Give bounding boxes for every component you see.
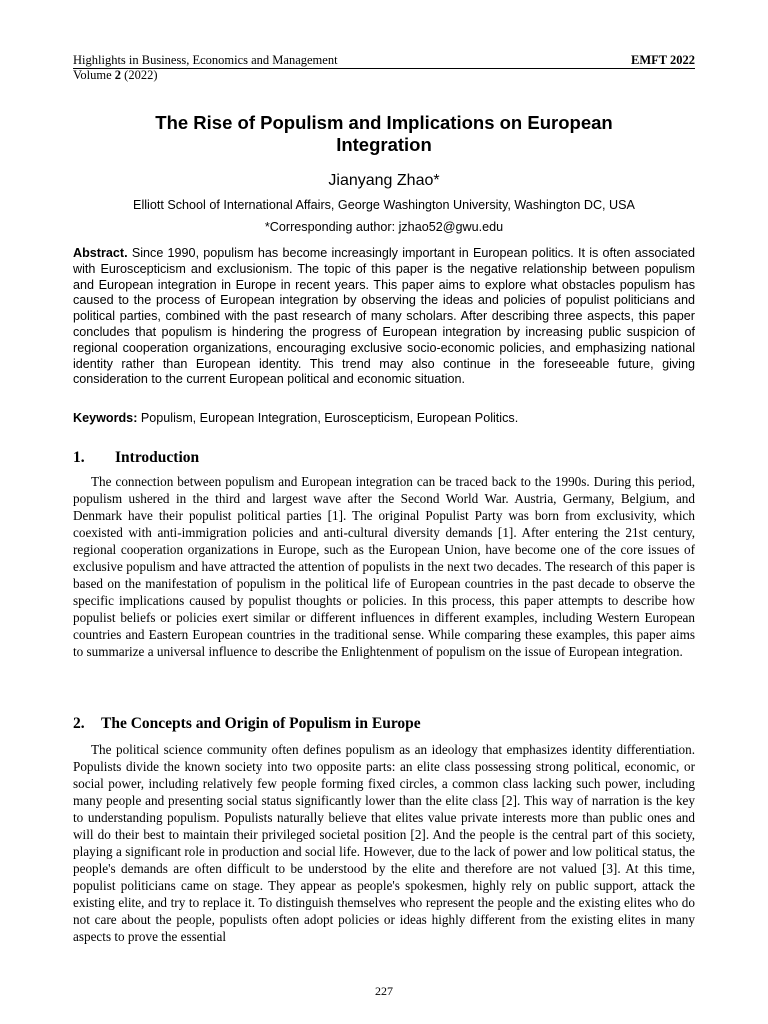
section-number: 1. <box>73 449 85 466</box>
corresponding-author: *Corresponding author: jzhao52@gwu.edu <box>264 220 504 234</box>
keywords-label: Keywords: <box>73 411 138 425</box>
page-number: 227 <box>375 984 393 998</box>
title-line-2: Integration <box>336 134 432 155</box>
section-heading-introduction <box>73 449 695 467</box>
keywords <box>73 410 695 426</box>
keywords-text: Populism, European Integration, Euroscepticism, European Politics. <box>137 411 519 425</box>
volume-line <box>73 68 158 83</box>
journal-name: Highlights in Business, Economics and Management <box>73 53 338 67</box>
volume-number: 2 <box>114 68 122 82</box>
section-paragraph-introduction: The connection between populism and European integration can be traced back to the 1990s. During this period, populism ushered in the third and largest wave after the Second World War. Austria, Germany, Belgium, and Denmark have their populist political parties [1]. The original Populist Party was born from exclusivity, which coexisted with anti-immigration policies and anti-cultural diversity demands [1]. After entering the 21st century, regional cooperation organizations in Europe, such as the European Union, have become one of the core issues of exclusive populism and have attracted the attention of populists in the next two decades. The research of this paper is based on the manifestation of populism in the political life of European countries in the past decade to observe the specific implications caused by populist thoughts or policies. In this process, this paper attempts to describe how populist beliefs or policies exert similar or different influences in different examples, including Western European countries and Eastern European countries in the traditional sense. While comparing these examples, this paper aims to summarize a universal influence to describe the Enlightenment of populism on the issue of European integration. <box>73 474 695 659</box>
abstract-label: Abstract. <box>73 246 128 260</box>
section-title: Introduction <box>115 449 200 466</box>
volume-year: (2022) <box>121 68 158 82</box>
section-title: The Concepts and Origin of Populism in Europe <box>101 715 421 732</box>
volume-prefix: Volume <box>73 68 115 82</box>
section-paragraph-concepts: The political science community often defines populism as an ideology that emphasizes identity differentiation. Populists divide the known society into two opposite parts: an elite class possessing strong political, economic, or social power, including relatively few people forming fixed circles, a common class lacking such power, including many people and presenting social status significantly lower than the elite class [2]. This way of narration is the key to understanding populism. Populists naturally believe that elites value private interests more than public ones and will do their best to maintain their privileged societal position [2]. And the people is the central part of this society, playing a significant role in production and social life. However, due to the lack of power and low political status, the people's demands are often difficult to be understood by the elite and therefore are not valued [3]. At this time, populist politicians came on stage. They appear as people's spokesmen, highly rely on public support, attack the existing elite, and try to replace it. To distinguish themselves who represent the people and the existing elites who do not care about the people, populists often adopt policies or ideas highly different from the existing elites in many aspects to prove the essential <box>73 742 695 944</box>
affiliation: Elliott School of International Affairs, George Washington University, Washington DC, USA <box>133 198 635 212</box>
abstract-text: Since 1990, populism has become increasingly important in European politics. It is often associated with Euroscepticism and exclusionism. The topic of this paper is the negative relationship between populism and European integration in Europe in recent years. This paper aims to explore what obstacles populism has caused to the process of European integration by observing the ideas and policies of populist politicians and political parties, combined with the past research of many scholars. After describing three aspects, this paper concludes that populism is hindering the progress of European integration by increasing public suspicion of regional cooperation organizations, encouraging exclusive socio-economic policies, and emphasizing national identity rather than European identity. This trend may also continue in the foreseeable future, giving consideration to the current European political and economic situation. <box>73 246 695 387</box>
conference-name: EMFT 2022 <box>630 53 695 67</box>
abstract <box>73 246 695 388</box>
title-line-1: The Rise of Populism and Implications on European <box>155 112 613 133</box>
section-heading-concepts <box>73 715 695 733</box>
section-number: 2. <box>73 715 85 732</box>
paper-title <box>73 112 695 156</box>
running-header <box>73 52 695 69</box>
author-name: Jianyang Zhao* <box>328 172 440 189</box>
